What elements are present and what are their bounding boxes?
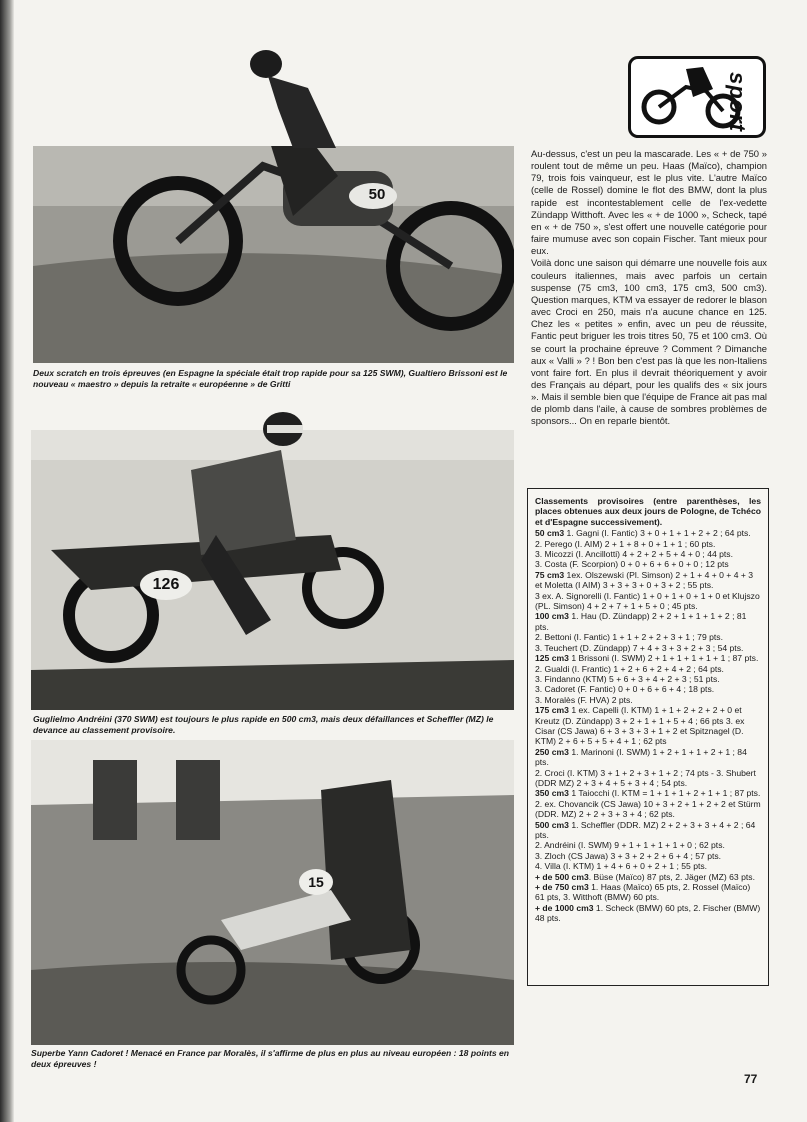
- result-class: 100 cm3: [535, 611, 569, 622]
- result-entry: [535, 820, 761, 841]
- result-text: 1. Marinoni (I. SWM) 1 + 2 + 1 + 1 + 2 + 1 ; 84 pts.: [535, 746, 747, 768]
- result-entry: [535, 653, 761, 663]
- motocross-photo-icon: [33, 146, 514, 363]
- result-entry: [535, 539, 761, 549]
- result-text: 3. Micozzi (I. Ancillotti) 4 + 2 + 2 + 5 + 4 + 0 ; 44 pts.: [535, 549, 733, 560]
- result-entry: [535, 747, 761, 768]
- result-class: 350 cm3: [535, 788, 569, 799]
- result-text: 1. Gagni (I. Fantic) 3 + 0 + 1 + 1 + 2 + 2 ; 64 pts.: [564, 528, 751, 539]
- result-text: 2. Gualdi (I. Frantic) 1 + 2 + 6 + 2 + 4 + 2 ; 64 pts.: [535, 663, 724, 674]
- result-class: + de 1000 cm3: [535, 902, 594, 913]
- result-text: 2. Bettoni (I. Fantic) 1 + 1 + 2 + 2 + 3 + 1 ; 79 pts.: [535, 632, 723, 643]
- rider-above-frame: [238, 48, 338, 148]
- race-number-50: 50: [368, 186, 386, 203]
- result-entry: [535, 684, 761, 694]
- result-entry: [535, 570, 761, 591]
- result-text: 3. Findanno (KTM) 5 + 6 + 3 + 4 + 2 + 3 ; 51 pts.: [535, 673, 720, 684]
- result-text: 4. Villa (I. KTM) 1 + 4 + 6 + 0 + 2 + 1 ; 55 pts.: [535, 861, 708, 872]
- result-text: 1ex. Olszewski (Pl. Simson) 2 + 1 + 4 + 0 + 4 + 3 et Moletta (I AIM) 3 + 3 + 3 + 0 + 3 + 2 ; 55 pts.: [535, 569, 754, 591]
- result-entry: [535, 788, 761, 798]
- page-spine: [0, 0, 14, 1122]
- result-class: 50 cm3: [535, 528, 565, 539]
- result-text: 2. ex. Chovancik (CS Jawa) 10 + 3 + 2 + 1 + 2 + 2 et Stürm (DDR. MZ) 2 + 2 + 3 + 3 + 4 ; 62 pts.: [535, 798, 761, 820]
- result-entry: [535, 549, 761, 559]
- result-class: 125 cm3: [535, 653, 569, 664]
- page-number: 77: [744, 1072, 758, 1086]
- result-text: 3 ex. A. Signorelli (I. Fantic) 1 + 0 + 1 + 0 + 1 + 0 et Klujszo (PL. Simson) 4 + 2 + 7 + 1 + 5 + 0 ; 45 pts.: [535, 590, 760, 612]
- result-entry: [535, 611, 761, 632]
- results-box: [527, 488, 769, 986]
- result-text: 2. Croci (I. KTM) 3 + 1 + 2 + 3 + 1 + 2 ; 74 pts - 3. Shubert (DDR MZ) 2 + 3 + 4 + 5 + 3 + 4 ; 54 pts.: [535, 767, 756, 788]
- result-entry: [535, 872, 761, 882]
- result-entry: [535, 528, 761, 538]
- result-text: 1 Brissoni (I. SWM) 2 + 1 + 1 + 1 + 1 + 1 ; 87 pts.: [568, 653, 759, 664]
- photo-andreini: [31, 430, 514, 710]
- motocross-photo-icon: [31, 430, 514, 710]
- result-text: 1. Hau (D. Zündapp) 2 + 2 + 1 + 1 + 1 + 2 ; 81 pts.: [535, 611, 747, 632]
- result-text: 1. Haas (Maïco) 65 pts, 2. Rossel (Maïco) 61 pts, 3. Witthoft (BMW) 60 pts.: [535, 882, 751, 903]
- result-class: + de 750 cm3: [535, 882, 589, 893]
- race-number-126: 126: [140, 570, 192, 600]
- article-paragraph: Au-dessus, c'est un peu la mascarade. Les « + de 750 » roulent tout de même un peu. Haas (Maïco), champion 79, trois fois vainqueur, est le plus vite. L'autre Maïco (celle de Rossel) domine le flot des BMW, dont la plus rapide est incontestablement celle de l'ex-vedette Zündapp Witthoft. Avec les « + de 1000 », Scheck, tapé en « + de 750 », s'est offert une nouvelle catégorie pour faire mumuse avec son copain Fischer. Tant mieux pour eux.: [531, 148, 767, 257]
- result-entry: [535, 591, 761, 612]
- race-number-15: 15: [299, 869, 333, 895]
- result-text: 1 ex. Capelli (I. KTM) 1 + 1 + 2 + 2 + 2 + 0 et Kreutz (D. Zündapp) 3 + 2 + 1 + 1 + 5 + 4 ; 66 pts 3. ex Cisar (CS Jawa) 6 + 3 + 3 + 3 + 1 + 2 et Spitznagel (D. KTM) 2 + 6 + 5 + 5 + 4 + 1 ; 62 pts: [535, 705, 745, 747]
- result-entry: [535, 799, 761, 820]
- photo-brissoni: [33, 146, 514, 363]
- result-class: 500 cm3: [535, 819, 569, 830]
- logo-word: sport: [725, 72, 750, 132]
- result-text: 2. Perego (I. AIM) 2 + 1 + 8 + 0 + 1 + 1 ; 60 pts.: [535, 538, 716, 549]
- result-entry: [535, 695, 761, 705]
- article-body: [531, 148, 767, 428]
- result-text: 3. Moralès (F. HVA) 2 pts.: [535, 694, 633, 705]
- result-entry: [535, 643, 761, 653]
- result-class: + de 500 cm3: [535, 871, 589, 882]
- result-text: 1. Scheffler (DDR. MZ) 2 + 2 + 3 + 3 + 4 + 2 ; 64 pts.: [535, 819, 756, 840]
- photo-cadoret: [31, 740, 514, 1045]
- result-entry: [535, 882, 761, 903]
- result-class: 250 cm3: [535, 746, 569, 757]
- result-entry: [535, 705, 761, 747]
- result-entry: [535, 903, 761, 924]
- sport-logo: [628, 56, 766, 138]
- result-text: . Büse (Maïco) 87 pts, 2. Jäger (MZ) 63 pts.: [588, 871, 755, 882]
- caption-3: Superbe Yann Cadoret ! Menacé en France par Moralès, il s'affirme de plus en plus au niveau européen : 18 points en deux épreuves !: [31, 1048, 510, 1069]
- result-class: 75 cm3: [535, 569, 565, 580]
- result-text: 1. Scheck (BMW) 60 pts, 2. Fischer (BMW) 48 pts.: [535, 902, 761, 924]
- caption-2: Guglielmo Andréini (370 SWM) est toujours le plus rapide en 500 cm3, mais deux défaillances et Scheffler (MZ) le devance au classement provisoire.: [33, 714, 494, 735]
- results-title: Classements provisoires (entre parenthèses, les places obtenues aux deux jours de Pologne, de Tchéco et d'Espagne successivement).: [535, 496, 761, 527]
- result-entry: [535, 632, 761, 642]
- result-text: 2. Andréini (I. SWM) 9 + 1 + 1 + 1 + 1 + 0 ; 62 pts.: [535, 840, 725, 851]
- result-entry: [535, 768, 761, 789]
- helmet-above-frame: [255, 407, 310, 447]
- result-class: 175 cm3: [535, 705, 569, 716]
- result-entry: [535, 851, 761, 861]
- result-text: 3. Zloch (CS Jawa) 3 + 3 + 2 + 2 + 6 + 4 ; 57 pts.: [535, 850, 722, 861]
- result-entry: [535, 861, 761, 871]
- caption-1: Deux scratch en trois épreuves (en Espagne la spéciale était trop rapide pour sa 125 SWM), Gualtiero Brissoni est le nouveau « maestro » depuis la retraite « européenne » de Gritti: [33, 368, 508, 389]
- result-text: 1 Taiocchi (I. KTM = 1 + 1 + 1 + 2 + 1 + 1 ; 87 pts.: [568, 788, 761, 799]
- motocross-photo-icon: [31, 740, 514, 1045]
- article-paragraph: Voilà donc une saison qui démarre une nouvelle fois aux couleurs italiennes, mais avec parfois un certain suspense (75 cm3, 100 cm3, 175 cm3, 500 cm3). Question marques, KTM va essayer de redorer le blason avec Croci en 250, mais n'a aucune chance en 125. Chez les « petites » enfin, avec un peu de réussite, Fantic peut briguer les trois titres 50, 75 et 100 cm3. Où se court la prochaine épreuve ? Comment ? Dimanche aux « Valli » ? ! Bon ben c'est pas là que les non-Italiens vont faire fort. En plus il devrait théoriquement y avoir des Français au départ, pour les qualifs des « six jours ». Mais il semble bien que l'équipe de France ait pas mal de plomb dans l'aile, à cause de sombres problèmes de sponsors... On en reparle bientôt.: [531, 257, 767, 427]
- result-entry: [535, 559, 761, 569]
- results-list: [535, 528, 761, 923]
- result-entry: [535, 840, 761, 850]
- result-text: 3. Costa (F. Scorpion) 0 + 0 + 6 + 6 + 0 + 0 ; 12 pts: [535, 559, 729, 570]
- result-entry: [535, 674, 761, 684]
- result-text: 3. Teuchert (D. Zündapp) 7 + 4 + 3 + 3 + 2 + 3 ; 54 pts.: [535, 642, 744, 653]
- result-entry: [535, 664, 761, 674]
- result-text: 3. Cadoret (F. Fantic) 0 + 0 + 6 + 6 + 4 ; 18 pts.: [535, 684, 715, 695]
